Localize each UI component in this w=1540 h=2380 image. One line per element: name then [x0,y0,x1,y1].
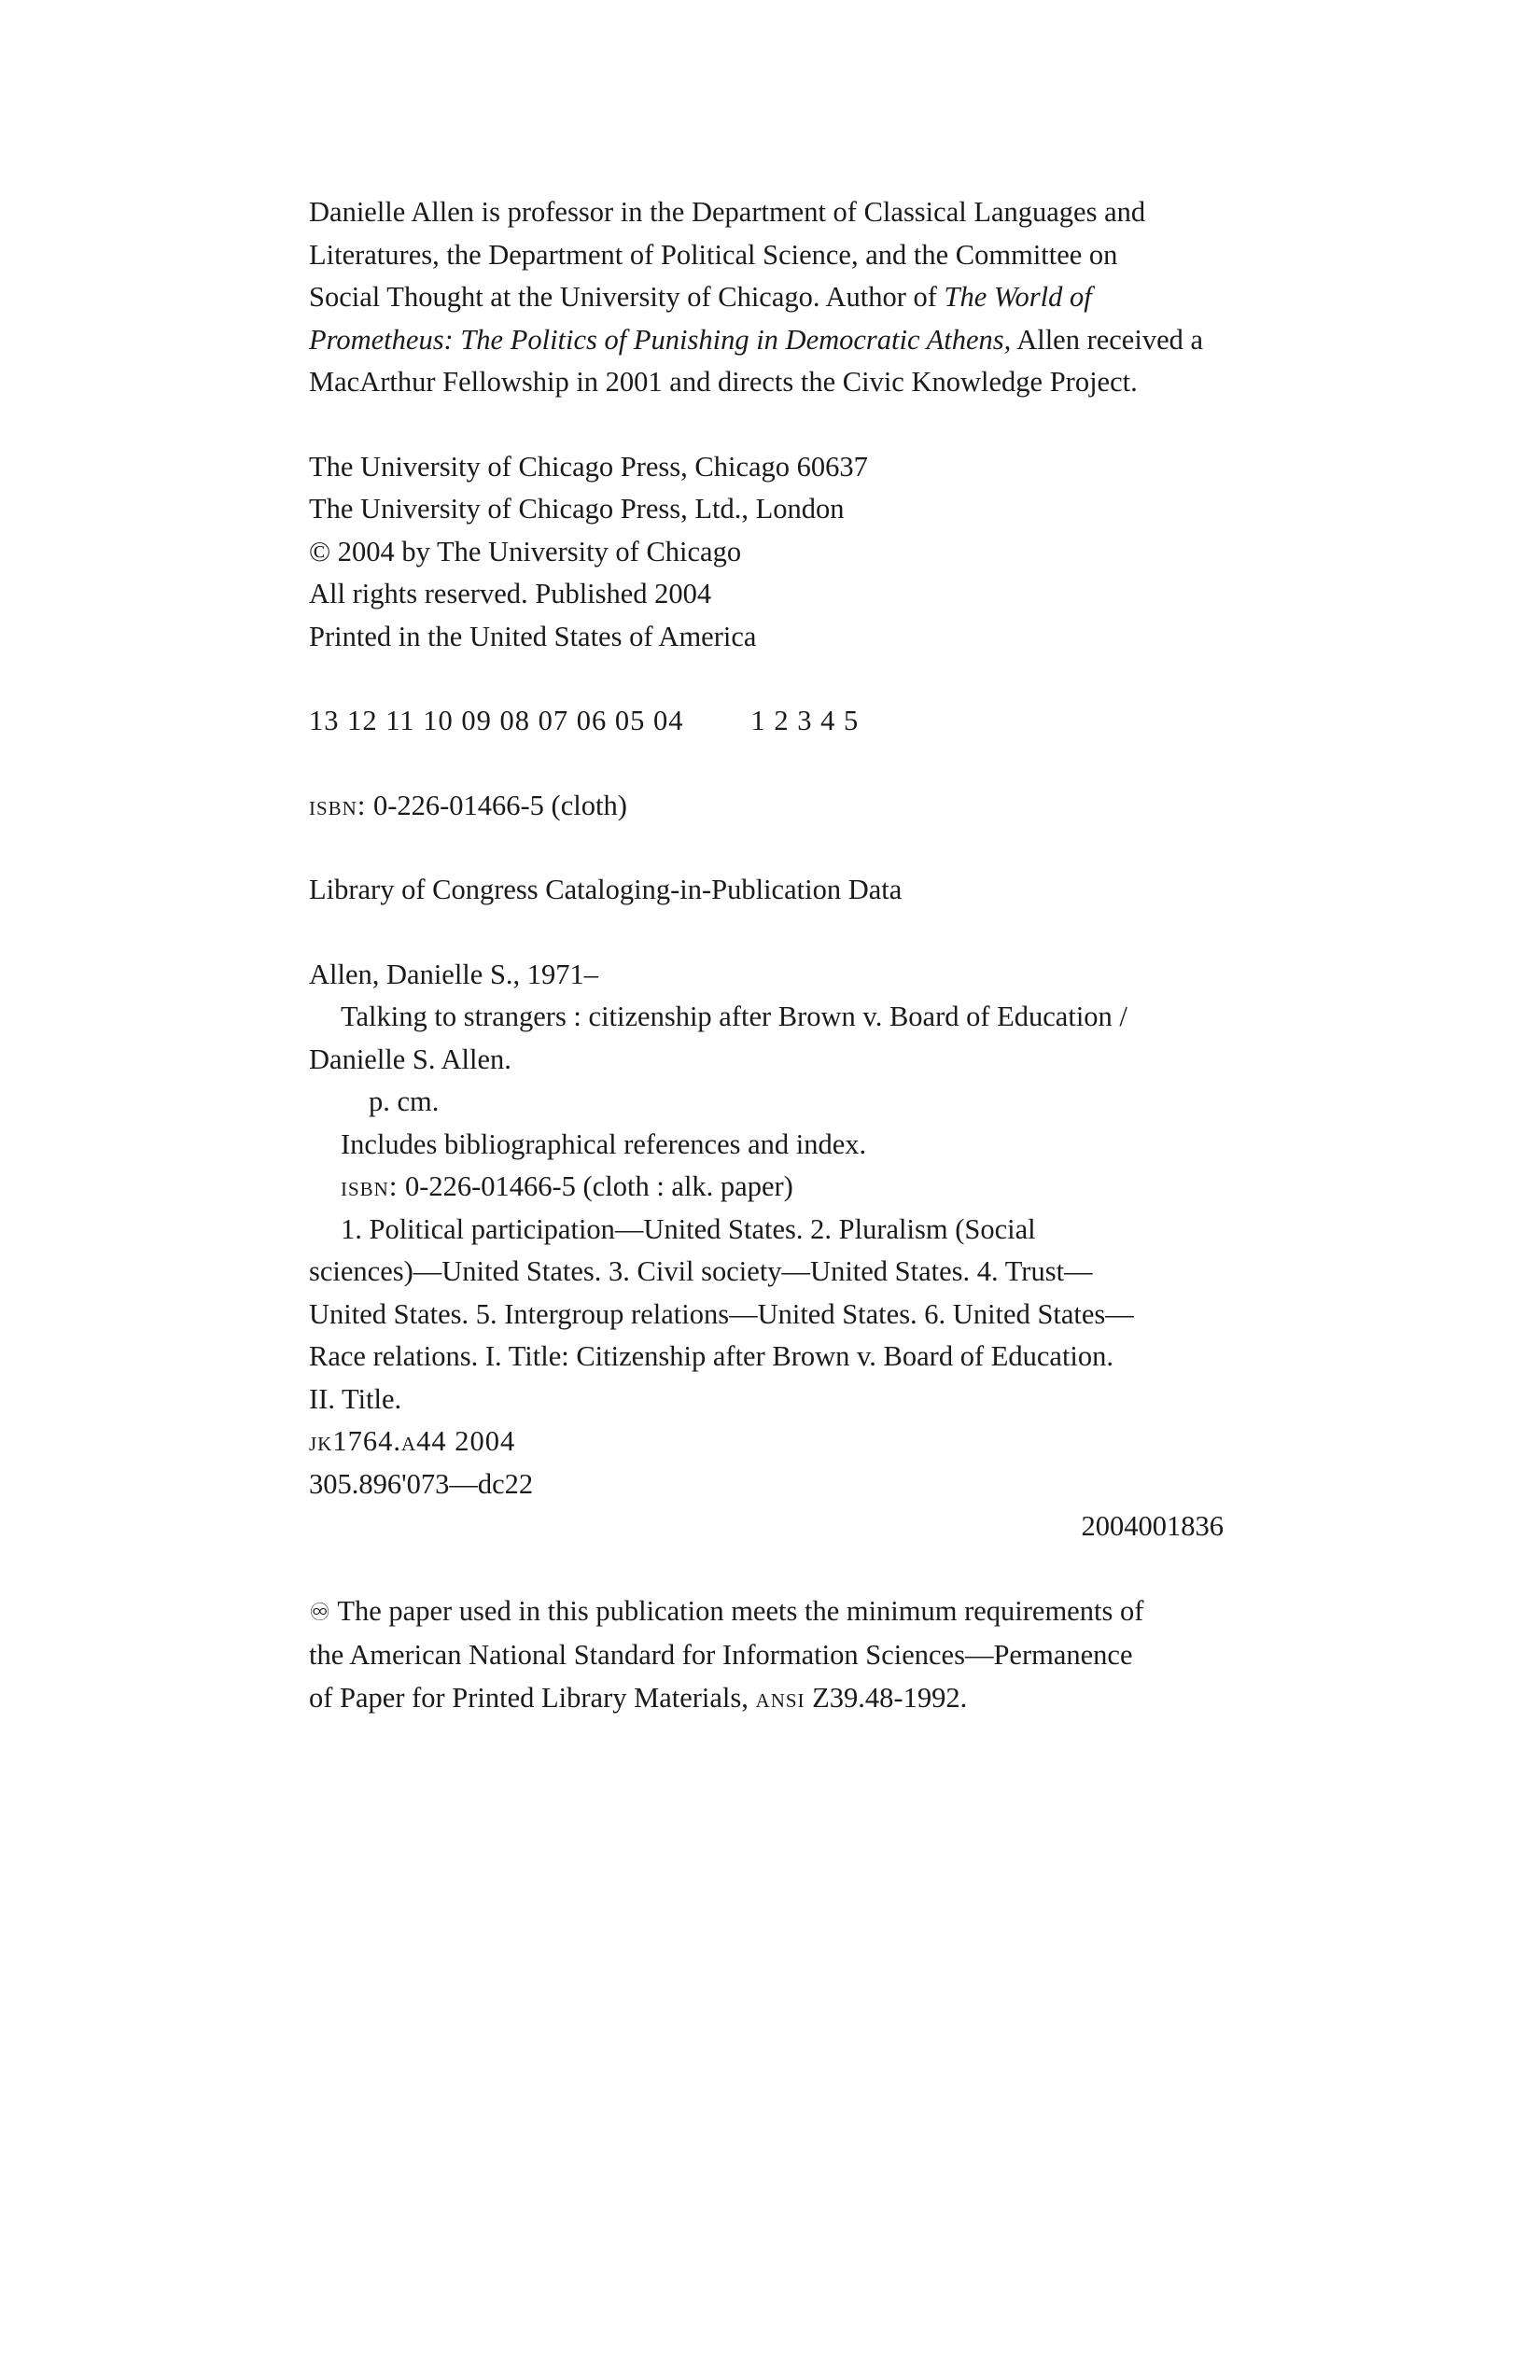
copyright-page [309,191,1224,1719]
paper-text: The paper used in this publication meets the minimum requirements of [330,1594,1144,1627]
paper-notice [309,1590,1224,1720]
spacer [309,743,1224,785]
printing-impressions: 1 2 3 4 5 [750,705,860,736]
cip-author: Allen, Danielle S., 1971– [309,958,599,990]
publisher-line: The University of Chicago Press, Ltd., London [309,493,845,525]
bio-line [309,276,1224,319]
publisher-info [309,446,1224,659]
isbn-value: 0-226-01466-5 (cloth) [366,789,627,821]
cip-subjects: United States. 5. Intergroup relations—United States. 6. United States— [309,1297,1134,1330]
paper-text: of Paper for Printed Library Materials, [309,1681,756,1714]
cip-heading: Library of Congress Cataloging-in-Publication Data [309,874,903,905]
spacer [309,404,1224,446]
cip-lccn: 2004001836 [1081,1510,1224,1542]
cip-physical: p. cm. [369,1085,440,1117]
bio-line: Danielle Allen is professor in the Department of Classical Languages and [309,196,1146,228]
cip-subjects: sciences)—United States. 3. Civil society—United States. 4. Trust— [309,1255,1093,1287]
copyright-line: © 2004 by The University of Chicago [309,535,742,567]
cip-lc-class: jk1764.a44 2004 [309,1425,516,1457]
spacer [309,912,1224,954]
cip-isbn [309,1166,1224,1209]
cip-dewey: 305.896'073—dc22 [309,1467,534,1500]
ansi-label: ansi [755,1681,805,1714]
publisher-line: The University of Chicago Press, Chicago 60637 [309,450,868,483]
cip-isbn-value: 0-226-01466-5 (cloth : alk. paper) [398,1170,793,1202]
printing-line [309,700,1224,743]
printing-years: 13 12 11 10 09 08 07 06 05 04 [309,705,684,736]
book-title-italic: The World of [944,281,1092,313]
author-bio [309,191,1224,404]
bio-text: Social Thought at the University of Chicago. Author of [309,281,945,313]
bio-line: Literatures, the Department of Political Science, and the Committee on [309,238,1118,271]
isbn-block [309,785,1224,828]
paper-line: the American National Standard for Information Sciences—Permanence [309,1639,1133,1671]
paper-line [309,1590,1224,1635]
cip-isbn-label: isbn: [341,1170,399,1202]
cip-subjects: 1. Political participation—United States. 2. Pluralism (Social [341,1212,1036,1245]
cip-notes: Includes bibliographical references and index. [341,1127,867,1160]
rights-line: All rights reserved. Published 2004 [309,578,712,609]
paper-text: Z39.48-1992. [805,1681,968,1714]
spacer [309,1548,1224,1590]
paper-line [309,1677,1224,1720]
isbn-label: isbn: [309,789,367,821]
spacer [309,658,1224,700]
cip-title: Danielle S. Allen. [309,1043,511,1075]
bio-line [309,319,1224,362]
cip-title: Talking to strangers : citizenship after Brown v. Board of Education / [341,1001,1127,1032]
bio-line: MacArthur Fellowship in 2001 and directs the Civic Knowledge Project. [309,366,1138,398]
cip-subjects: II. Title. [309,1382,402,1415]
isbn-line [309,785,1224,828]
printed-line: Printed in the United States of America [309,620,757,652]
spacer [309,827,1224,869]
bio-text: Allen received a [1011,323,1204,356]
cip-subjects: Race relations. I. Title: Citizenship after Brown v. Board of Education. [309,1340,1114,1372]
book-title-italic: Prometheus: The Politics of Punishing in Democratic Athens, [309,323,1012,356]
cip-heading-block [309,869,1224,912]
cip-record [309,954,1224,1548]
infinity-paper-icon: ♾ [309,1598,331,1627]
